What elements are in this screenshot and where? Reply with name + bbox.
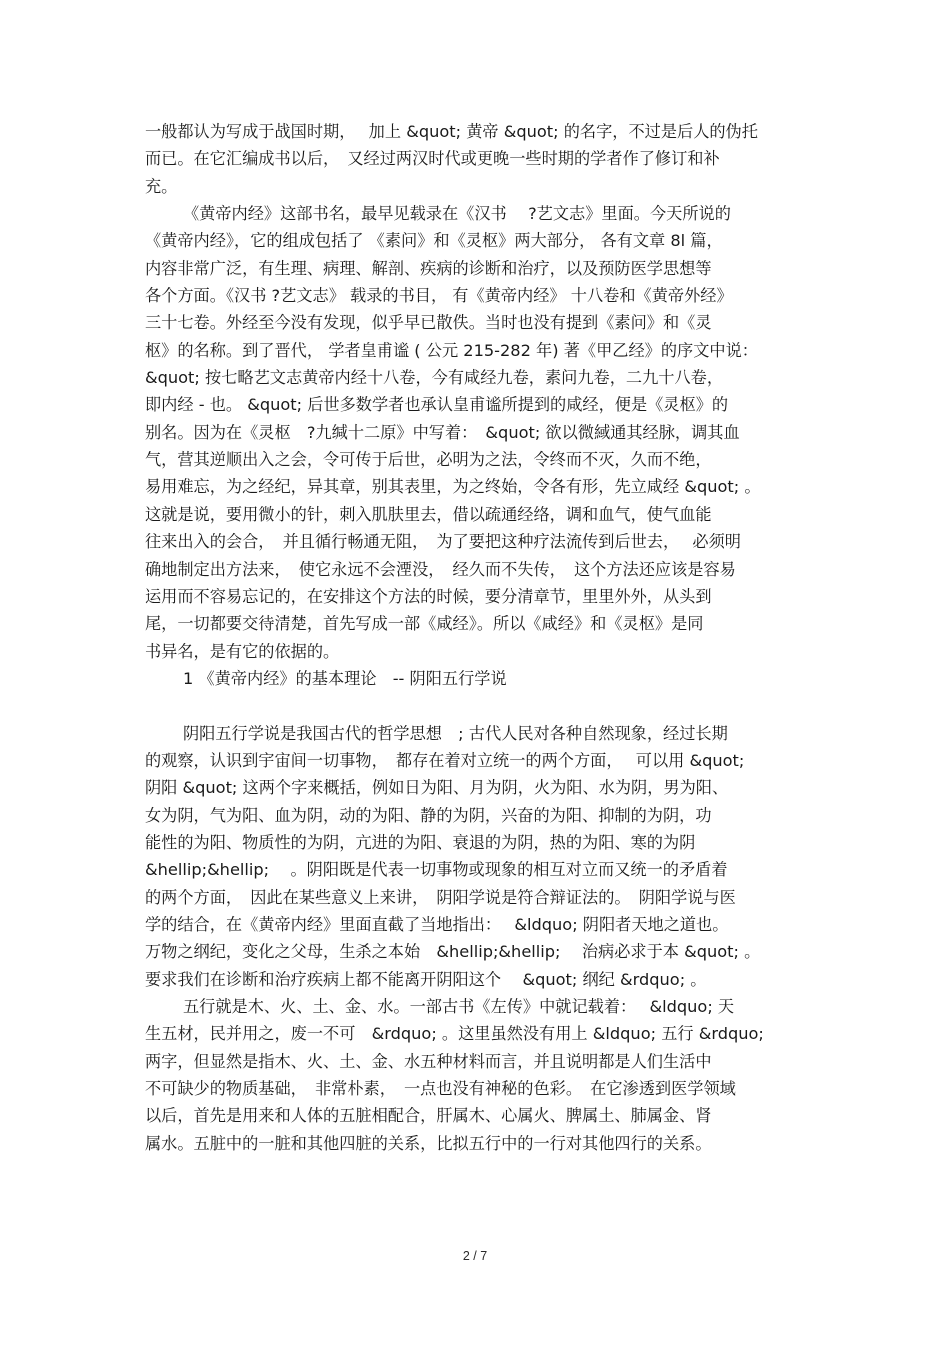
text-line-18: 运用而不容易忘记的，在安排这个方法的时候，要分清章节，里里外外，从头到 — [145, 586, 712, 606]
text-line-38: 属水。五脏中的一脏和其他四脏的关系，比拟五行中的一行对其他四行的关系。 — [145, 1133, 712, 1153]
text-line-33: 五行就是木、火、土、金、水。一部古书《左传》中就记载着： &ldquo; 天 — [183, 997, 735, 1016]
body-text — [145, 118, 815, 1157]
text-line-7: 各个方面。《汉书 ?艺文志》 载录的书目， 有《黄帝内经》 十八卷和《黄帝外经》 — [145, 286, 733, 306]
text-line-1: 一般都认为写成于战国时期， 加上 &quot; 黄帝 &quot; 的名字，不过是后人的伪托 — [145, 122, 758, 141]
text-line-30: 学的结合，在《黄帝内经》里面直截了当地指出： &ldquo; 阴阳者天地之道也。 — [145, 914, 729, 934]
text-line-15: 这就是说，要用微小的针，刺入肌肤里去，借以疏通经络，调和血气，使气血能 — [145, 504, 712, 524]
text-line-34: 生五材，民并用之，废一不可 &rdquo; 。这里虽然没有用上 &ldquo; 五行 &rdquo; — [145, 1024, 764, 1044]
blank-line — [145, 692, 815, 719]
text-line-4: 《黄帝内经》这部书名，最早见载录在《汉书 ?艺文志》里面。今天所说的 — [183, 204, 731, 224]
text-line-20: 书异名，是有它的依据的。 — [145, 641, 340, 661]
text-line-5: 《黄帝内经》，它的组成包括了 《素问》和《灵枢》两大部分， 各有文章 8l 篇， — [145, 231, 723, 251]
text-line-37: 以后，首先是用来和人体的五脏相配合，肝属木、心属火、脾属土、肺属金、肾 — [145, 1106, 712, 1126]
text-line-12: 别名。因为在《灵枢 ?九缄十二原》中写着： &quot; 欲以微緎通其经脉，调其血 — [145, 422, 740, 442]
text-line-29: 的两个方面， 因此在某些意义上来讲， 阴阳学说是符合辩证法的。 阴阳学说与医 — [145, 887, 736, 907]
text-line-9: 枢》的名称。到了晋代， 学者皇甫谧 ( 公元 215-282 年) 著《甲乙经》的序文中说： — [145, 340, 758, 360]
text-line-24: 的观察，认识到宇宙间一切事物， 都存在着对立统一的两个方面， 可以用 &quot; — [145, 750, 745, 770]
text-line-14: 易用难忘，为之经纪，异其章，别其表里，为之终始，令各有形，先立咸经 &quot; 。 — [145, 477, 761, 497]
text-line-26: 女为阴，气为阳、血为阴，动的为阳、静的为阴，兴奋的为阳、抑制的为阴，功 — [145, 805, 712, 825]
section-heading: 1 《黄帝内经》的基本理论 -- 阴阳五行学说 — [183, 668, 507, 688]
text-line-13: 气，营其逆顺出入之会，令可传于后世，必明为之法，令终而不灭，久而不绝， — [145, 450, 712, 470]
text-line-6: 内容非常广泛，有生理、病理、解剖、疾病的诊断和治疗，以及预防医学思想等 — [145, 258, 712, 278]
text-line-17: 确地制定出方法来， 使它永远不会湮没， 经久而不失传， 这个方法还应该是容易 — [145, 559, 736, 579]
text-line-8: 三十七卷。外经至今没有发现，似乎早已散佚。当时也没有提到《素问》和《灵 — [145, 313, 712, 333]
text-line-27: 能性的为阳、物质性的为阴，亢进的为阳、衰退的为阴，热的为阳、寒的为阴 — [145, 832, 696, 852]
text-line-19: 尾，一切都要交待清楚，首先写成一部《咸经》。所以《咸经》和《灵枢》是同 — [145, 614, 704, 634]
text-line-35: 两字，但显然是指木、火、土、金、水五种材料而言，并且说明都是人们生活中 — [145, 1051, 712, 1071]
text-line-23: 阴阳五行学说是我国古代的哲学思想 ; 古代人民对各种自然现象，经过长期 — [183, 723, 728, 743]
text-line-2: 而已。在它汇编成书以后， 又经过两汉时代或更晚一些时期的学者作了修订和补 — [145, 149, 720, 169]
text-line-11: 即内经 - 也。 &quot; 后世多数学者也承认皇甫谧所提到的咸经，便是《灵枢》的 — [145, 395, 729, 415]
text-line-36: 不可缺少的物质基础， 非常朴素， 一点也没有神秘的色彩。 在它渗透到医学领域 — [145, 1079, 736, 1099]
text-line-31: 万物之纲纪，变化之父母，生杀之本始 &hellip;&hellip; 治病必求于本 &quot; 。 — [145, 942, 761, 962]
text-line-16: 往来出入的会合， 并且循行畅通无阻， 为了要把这种疗法流传到后世去， 必须明 — [145, 532, 741, 552]
text-line-3: 充。 — [145, 176, 178, 196]
text-line-32: 要求我们在诊断和治疗疾病上都不能离开阴阳这个 &quot; 纲纪 &rdquo; 。 — [145, 969, 707, 989]
text-line-28: &hellip;&hellip; 。阴阳既是代表一切事物或现象的相互对立而又统一的矛盾着 — [145, 860, 728, 880]
text-line-25: 阴阳 &quot; 这两个字来概括，例如日为阳、月为阴，火为阳、水为阴，男为阳、 — [145, 778, 729, 798]
text-line-10: &quot; 按七略艺文志黄帝内经十八卷，今有咸经九卷，素问九卷，二九十八卷， — [145, 368, 724, 388]
page-number: 2 / 7 — [462, 1249, 488, 1263]
